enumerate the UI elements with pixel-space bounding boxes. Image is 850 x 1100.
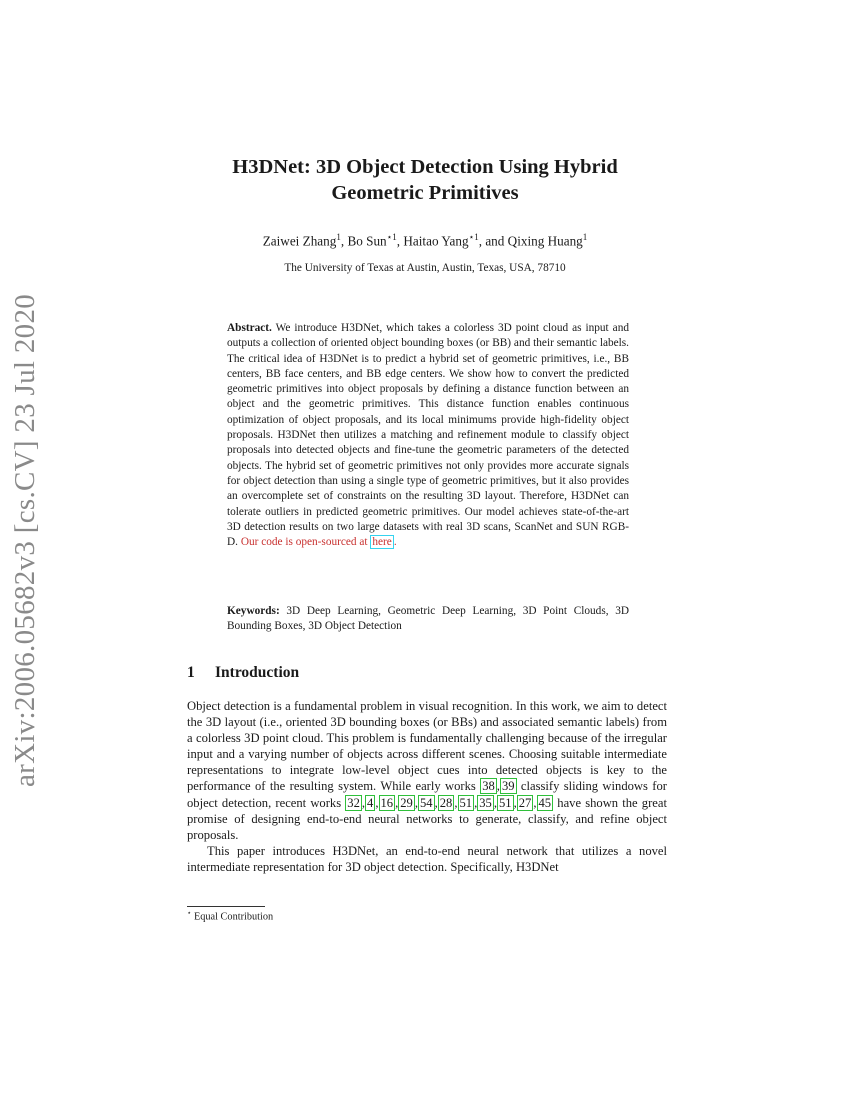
- citation-link[interactable]: 51: [499, 795, 512, 810]
- introduction-body: [187, 698, 667, 875]
- intro-text: have shown the great promise of designing end-to-end neural networks to generate, classify, and refine object proposals.: [187, 795, 667, 842]
- footnote: [187, 909, 273, 922]
- keywords-text: 3D Deep Learning, Geometric Deep Learning, 3D Point Clouds, 3D Bounding Boxes, 3D Object Detection: [227, 605, 630, 633]
- paper-title-line-1: H3DNet: 3D Object Detection Using Hybrid: [232, 156, 618, 178]
- author-separator: , and: [478, 233, 508, 249]
- author-affiliation-mark: ⋆1: [468, 232, 479, 242]
- intro-text: classify sliding windows for object detection, recent works: [187, 779, 667, 810]
- citation-link[interactable]: 38: [482, 779, 495, 794]
- citation-link[interactable]: 32: [347, 795, 360, 810]
- abstract-label: Abstract.: [227, 322, 272, 334]
- author-list: [170, 232, 680, 249]
- citation-link[interactable]: 27: [518, 795, 532, 810]
- arxiv-watermark-text: arXiv:2006.05682v3 [cs.CV] 23 Jul 2020: [9, 293, 42, 787]
- citation-link[interactable]: 39: [501, 779, 515, 794]
- author-name: Zaiwei Zhang: [262, 233, 337, 249]
- author-name: Haitao Yang: [403, 233, 469, 249]
- author-separator: ,: [340, 233, 348, 249]
- code-availability-text: Our code is open-sourced at: [240, 536, 368, 549]
- affiliation: The University of Texas at Austin, Austin, Texas, USA, 78710: [284, 262, 566, 274]
- author-name: Qixing Huang: [507, 233, 583, 249]
- abstract-text: We introduce H3DNet, which takes a colorless 3D point cloud as input and outputs a collection of oriented object bounding boxes (or BB) and their semantic labels. The critical idea of H3DNet is to predict a hybrid set of geometric primitives, i.e., BB centers, BB face centers, and BB edge centers. We show how to convert the predicted geometric primitives into object proposals by defining a distance function between an object and the geometric primitives. This distance function enables continuous optimization of object proposals, and its local minimums provide high-fidelity object proposals. H3DNet then utilizes a matching and refinement module to classify object proposals into detected objects and fine-tune the geometric parameters of the detected objects. The hybrid set of geometric primitives not only provides more accurate signals for object detection than using a single type of geometric primitives, but it also provides an overcomplete set of constraints on the resulting 3D layout. Therefore, H3DNet can tolerate outliers in predicted geometric primitives. Our model achieves state-of-the-art 3D detection results on two large datasets with real 3D scans, ScanNet and SUN RGB-D.: [227, 322, 629, 549]
- code-availability-end: .: [393, 536, 397, 549]
- citation-link[interactable]: 28: [439, 795, 453, 810]
- footnote-text: Equal Contribution: [193, 911, 274, 923]
- citation-link[interactable]: 35: [479, 795, 492, 810]
- citation-link[interactable]: 4: [367, 795, 374, 810]
- footnote-rule: [187, 906, 265, 907]
- section-heading: [187, 664, 299, 682]
- footnote-mark: ⋆: [187, 909, 192, 917]
- intro-paragraph-1: Object detection is a fundamental problem in visual recognition. In this work, we aim to detect the 3D layout (i.e., oriented 3D bounding boxes (or BBs) and associated semantic labels) from a colorless 3D point cloud. This problem is fundamentally challenging because of the irregular input and a varying number of objects across different scenes. Choosing suitable intermediate representations to integrate low-level object cues into detected objects is key to the performance of the resulting system. While early works 38 , 39 classify sliding windows for object detection, recent works 32 , 4 , 16 , 29 , 54 , 28 , 51 , 35 , 51 , 27 , 45 have shown the great promise of designing end-to-end neural networks to generate, classify, and refine object proposals.: [187, 699, 667, 842]
- intro-text: Object detection is a fundamental problem in visual recognition. In this work, we aim to detect the 3D layout (i.e., oriented 3D bounding boxes (or BBs) and associated semantic labels) from a colorless 3D point cloud. This problem is fundamentally challenging because of the irregular input and a varying number of objects across different scenes. Choosing suitable intermediate representations to integrate low-level object cues into detected objects is key to the performance of the resulting system. While early works: [187, 699, 667, 794]
- citation-link[interactable]: 54: [420, 795, 433, 810]
- citation-link[interactable]: 29: [400, 795, 413, 810]
- section-title: Introduction: [215, 664, 300, 681]
- keywords: [227, 604, 629, 635]
- intro-paragraph-2: This paper introduces H3DNet, an end-to-end neural network that utilizes a novel intermediate representation for 3D object detection. Specifically, H3DNet: [187, 843, 667, 874]
- author-affiliation-mark: 1: [336, 232, 341, 242]
- author-affiliation-mark: 1: [582, 232, 588, 242]
- abstract: [227, 321, 629, 550]
- code-link[interactable]: here: [372, 536, 392, 549]
- citation-link[interactable]: 51: [459, 795, 473, 810]
- author-separator: ,: [396, 233, 404, 249]
- author-name: Bo Sun: [347, 233, 387, 249]
- arxiv-watermark: [4, 293, 48, 787]
- paper-title-line-2: Geometric Primitives: [331, 182, 519, 204]
- citation-link[interactable]: 16: [380, 795, 394, 810]
- keywords-label: Keywords:: [227, 605, 280, 617]
- section-number: 1: [187, 664, 195, 681]
- author-affiliation-mark: ⋆1: [386, 232, 397, 242]
- citation-link[interactable]: 45: [538, 795, 552, 810]
- paper-title: [170, 154, 680, 206]
